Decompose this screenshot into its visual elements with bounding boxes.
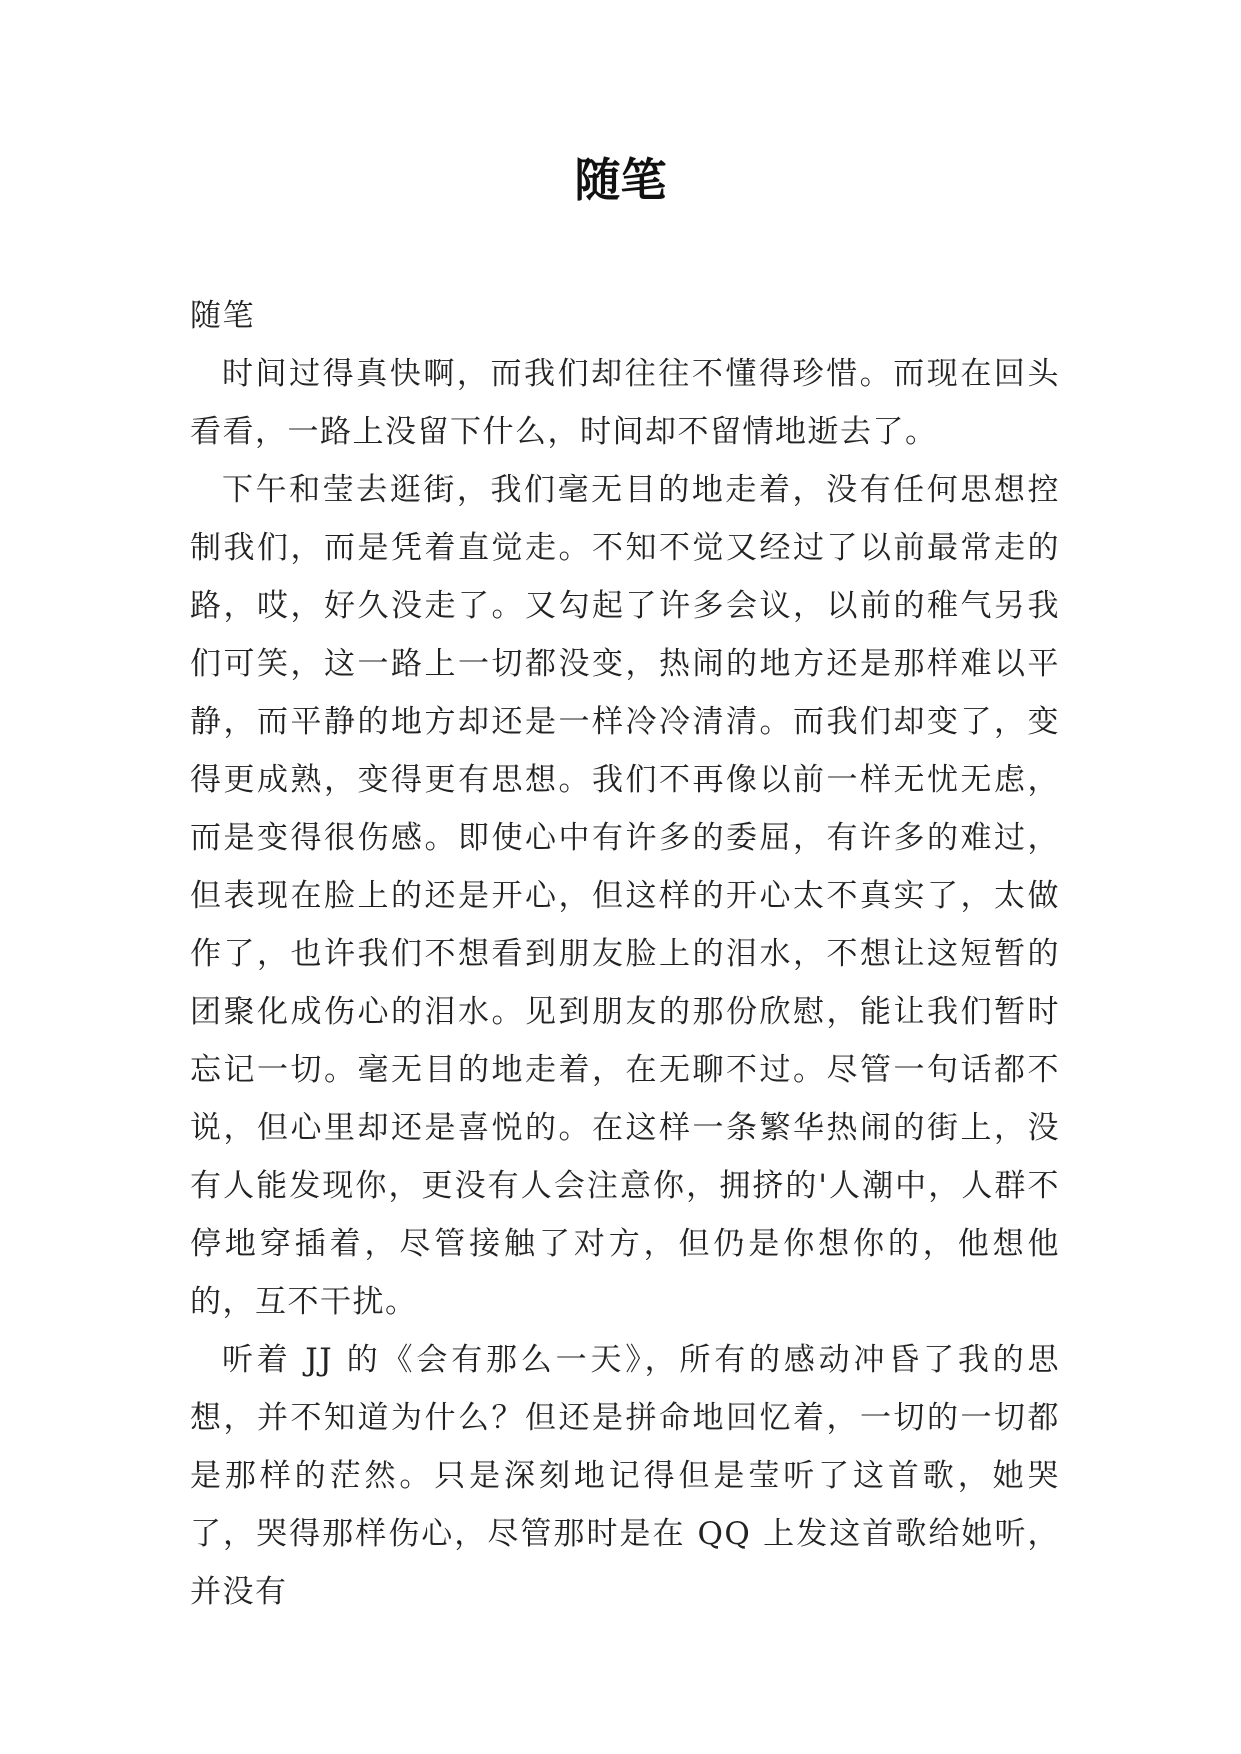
document-body xyxy=(190,287,1060,1621)
paragraph-2: 下午和莹去逛街，我们毫无目的地走着，没有任何思想控制我们，而是凭着直觉走。不知不觉又经过了以前最常走的路，哎，好久没走了。又勾起了许多会议，以前的稚气另我们可笑，这一路上一切都没变，热闹的地方还是那样难以平静，而平静的地方却还是一样冷冷清清。而我们却变了，变得更成熟，变得更有思想。我们不再像以前一样无忧无虑，而是变得很伤感。即使心中有许多的委屈，有许多的难过，但表现在脸上的还是开心，但这样的开心太不真实了，太做作了，也许我们不想看到朋友脸上的泪水，不想让这短暂的团聚化成伤心的泪水。见到朋友的那份欣慰，能让我们暂时忘记一切。毫无目的地走着，在无聊不过。尽管一句话都不说，但心里却还是喜悦的。在这样一条繁华热闹的街上，没有人能发现你，更没有人会注意你，拥挤的'人潮中，人群不停地穿插着，尽管接触了对方，但仍是你想你的，他想他的，互不干扰。 xyxy=(190,472,1060,1320)
subheading: 随笔 xyxy=(190,298,255,334)
paragraph-1: 时间过得真快啊，而我们却往往不懂得珍惜。而现在回头看看，一路上没留下什么，时间却不留情地逝去了。 xyxy=(190,356,1060,450)
page-title: 随笔 xyxy=(574,153,667,207)
paragraph-3: 听着 JJ 的《会有那么一天》，所有的感动冲昏了我的思想，并不知道为什么？但还是拼命地回忆着，一切的一切都是那样的茫然。只是深刻地记得但是莹听了这首歌，她哭了，哭得那样伤心，尽管那时是在 QQ 上发这首歌给她听，并没有 xyxy=(190,1342,1060,1610)
